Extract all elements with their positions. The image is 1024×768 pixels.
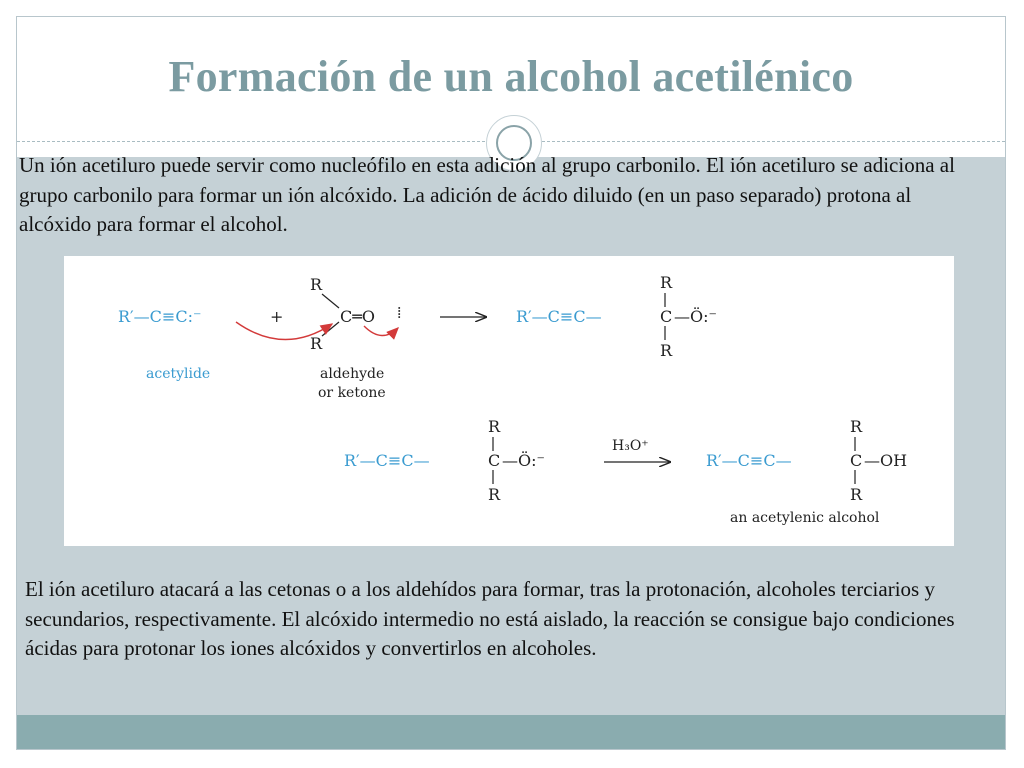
step1-product-oxygen: —Ö:⁻: [674, 307, 717, 326]
carbonyl-label-line2: or ketone: [318, 385, 386, 401]
step2-product-center: C: [850, 451, 863, 470]
carbonyl-r-top: R: [310, 275, 323, 294]
step2-product-r-top: R: [850, 417, 863, 436]
step2-reactant-oxygen: —Ö:⁻: [502, 451, 545, 470]
step2-reactant-r-bottom: R: [488, 485, 501, 504]
closing-paragraph: El ión acetiluro atacará a las cetonas o a los aldehídos para formar, tras la protonación, alcoholes terciarios y secundarios, respectivamente. El alcóxido intermedio no está aislado, la reacción se consigue bajo condiciones ácidas para protonar los iones alcóxidos y convertirlos en alcoholes.: [25, 577, 955, 660]
step2-product-r-bottom: R: [850, 485, 863, 504]
carbonyl-group: C═O: [340, 307, 375, 326]
acetylide-formula: R′—C≡C:⁻: [118, 307, 202, 326]
reaction-diagram: [64, 256, 954, 546]
carbonyl-bond-top: [322, 294, 339, 308]
intro-paragraph: Un ión acetiluro puede servir como nucleófilo en esta adición al grupo carbonilo. El ión acetiluro se adiciona al grupo carbonilo para formar un ión alcóxido. La adición de ácido diluido (en un paso separado) protona al alcóxido para formar el alcohol.: [19, 153, 955, 236]
acetylenic-alcohol-label: an acetylenic alcohol: [730, 510, 880, 526]
slide-title: Formación de un alcohol acetilénico: [168, 52, 854, 101]
electron-shift-arrow: [364, 326, 398, 336]
carbonyl-label-line1: aldehyde: [320, 366, 385, 382]
footer-bar: [17, 715, 1005, 750]
step2-reactant-chain: R′—C≡C—: [344, 451, 430, 470]
step2-product-oh: —OH: [864, 451, 908, 470]
reaction-figure: [64, 256, 954, 546]
step2-reactant-r-top: R: [488, 417, 501, 436]
step2-reactant-center: C: [488, 451, 501, 470]
acetylide-label: acetylide: [146, 366, 211, 382]
step2-product-chain: R′—C≡C—: [706, 451, 792, 470]
step1-product-center: C: [660, 307, 673, 326]
step1-product-r-top: R: [660, 273, 673, 292]
plus-sign: +: [270, 307, 284, 326]
oxygen-lone-pairs: ⁞: [397, 303, 402, 322]
reagent-label: H₃O⁺: [612, 438, 649, 454]
step1-product-r-bottom: R: [660, 341, 673, 360]
step1-product-chain: R′—C≡C—: [516, 307, 602, 326]
carbonyl-r-bottom: R: [310, 334, 323, 353]
